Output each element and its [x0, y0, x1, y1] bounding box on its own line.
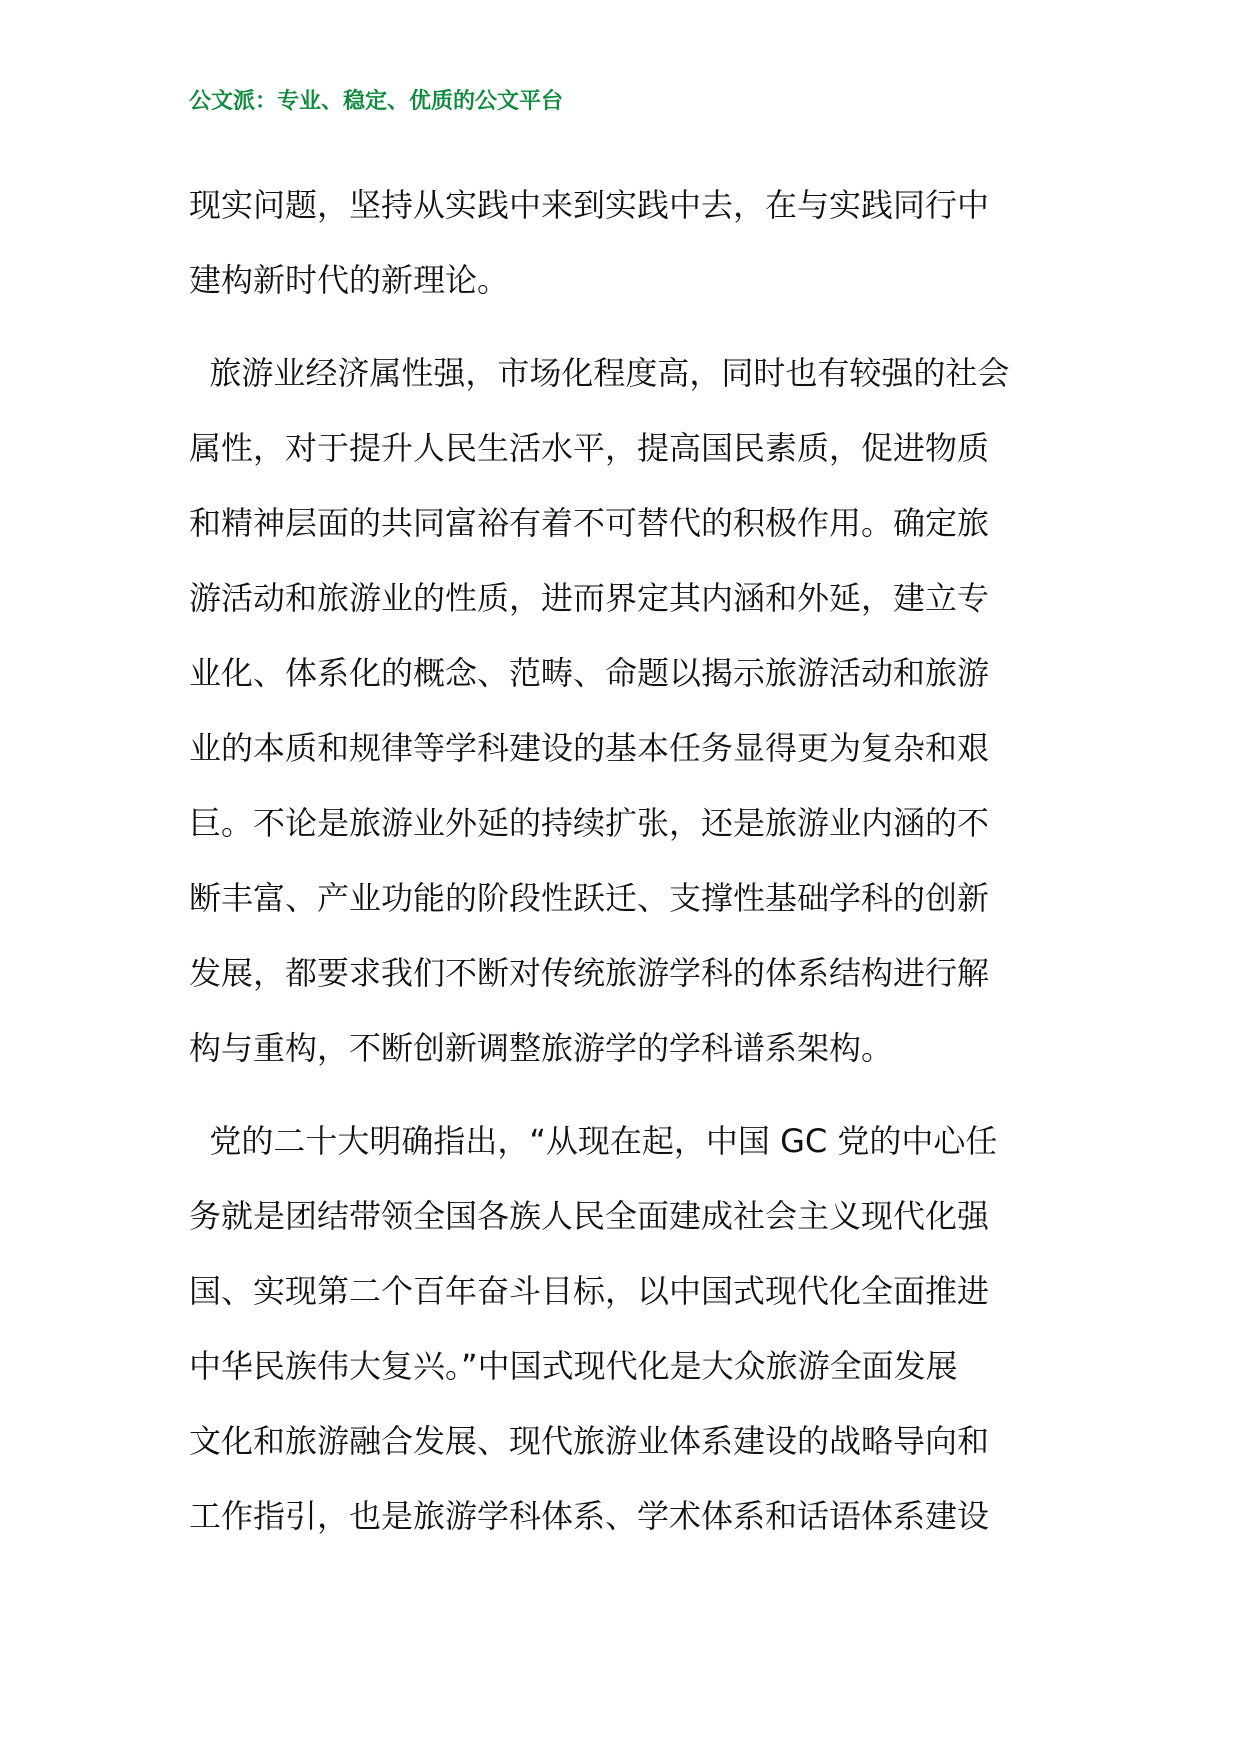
text-line: 游活动和旅游业的性质，进而界定其内涵和外延，建立专: [189, 579, 990, 617]
paragraph: [189, 336, 1057, 1086]
text-line: 巨。不论是旅游业外延的持续扩张，还是旅游业内涵的不: [189, 804, 990, 842]
text-line: 断丰富、产业功能的阶段性跃迁、支撑性基础学科的创新: [189, 879, 990, 917]
paragraph: [189, 168, 1057, 318]
text-line: 工作指引，也是旅游学科体系、学术体系和话语体系建设: [189, 1497, 990, 1535]
text-line: 业化、体系化的概念、范畴、命题以揭示旅游活动和旅游: [189, 654, 990, 692]
text-line: 和精神层面的共同富裕有着不可替代的积极作用。确定旅: [189, 504, 990, 542]
text-line: 建构新时代的新理论。: [189, 261, 510, 299]
text-line: 党的二十大明确指出，“从现在起，中国 GC 党的中心任: [189, 1122, 998, 1160]
text-line: 文化和旅游融合发展、现代旅游业体系建设的战略导向和: [189, 1422, 990, 1460]
page-header-title: 公文派：专业、稳定、优质的公文平台: [189, 88, 564, 114]
text-line: 务就是团结带领全国各族人民全面建成社会主义现代化强: [189, 1197, 990, 1235]
text-line: 属性，对于提升人民生活水平，提高国民素质，促进物质: [189, 429, 990, 467]
text-line: 国、实现第二个百年奋斗目标，以中国式现代化全面推进: [189, 1272, 990, 1310]
text-line: 中华民族伟大复兴。”中国式现代化是大众旅游全面发展: [189, 1347, 958, 1385]
text-line: 业的本质和规律等学科建设的基本任务显得更为复杂和艰: [189, 729, 990, 767]
text-line: 旅游业经济属性强，市场化程度高，同时也有较强的社会: [189, 354, 1010, 392]
text-line: 现实问题，坚持从实践中来到实践中去，在与实践同行中: [189, 186, 990, 224]
document-body: [189, 168, 1057, 1554]
paragraph: [189, 1104, 1057, 1554]
text-line: 构与重构，不断创新调整旅游学的学科谱系架构。: [189, 1029, 894, 1067]
text-line: 发展，都要求我们不断对传统旅游学科的体系结构进行解: [189, 954, 990, 992]
